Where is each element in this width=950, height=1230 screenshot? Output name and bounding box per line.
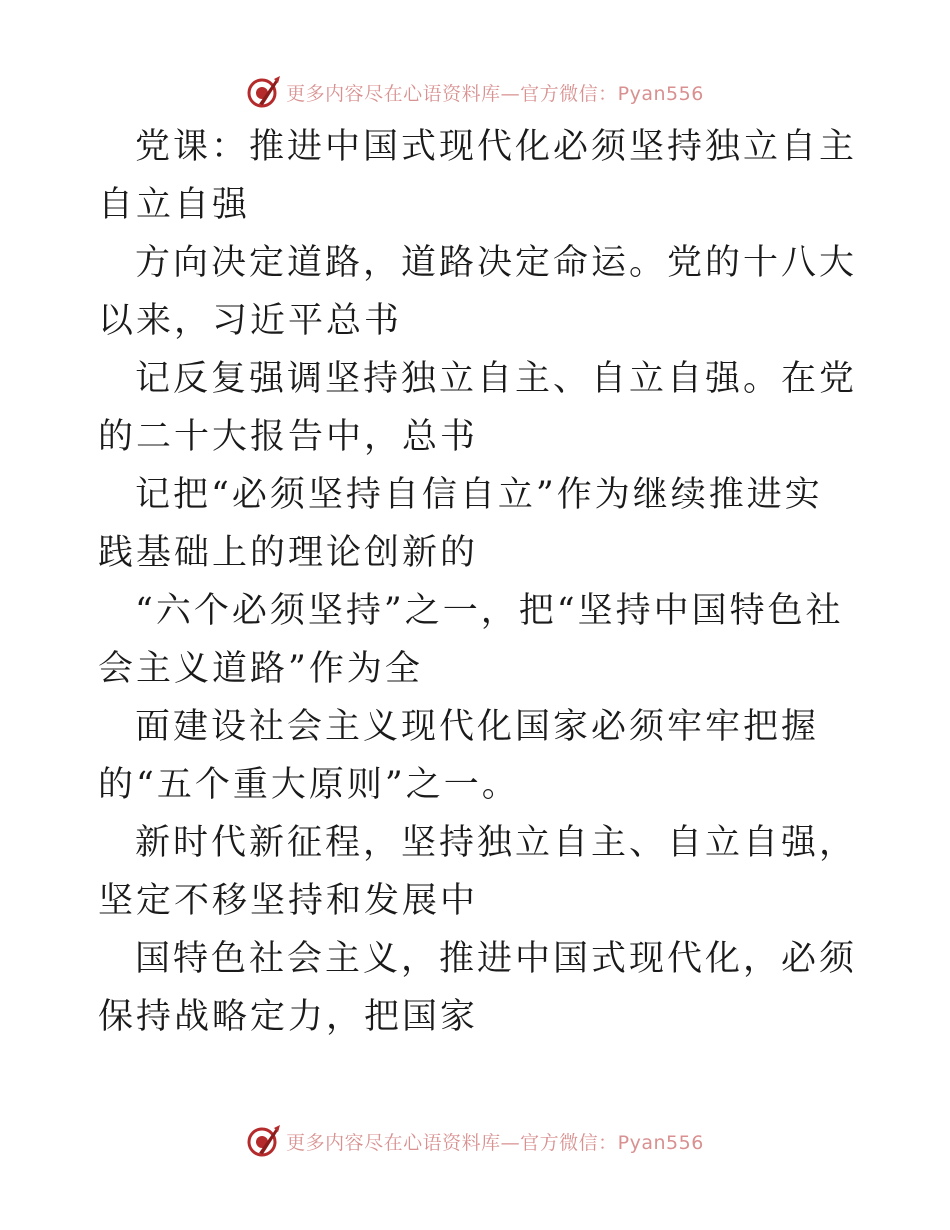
paragraph: 面建设社会主义现代化国家必须牢牢把握的“五个重大原则”之一。: [98, 707, 820, 805]
footer-watermark: [0, 1121, 950, 1161]
paragraph: 记反复强调坚持独立自主、自立自强。在党的二十大报告中，总书: [98, 359, 858, 457]
paragraph: 记把“必须坚持自信自立”作为继续推进实践基础上的理论创新的: [98, 475, 823, 573]
quill-pen-logo-icon: [246, 1123, 282, 1159]
watermark-wechat-id: Pyan556: [617, 82, 704, 105]
paragraph: 国特色社会主义，推进中国式现代化，必须保持战略定力，把国家: [98, 939, 858, 1037]
document-body: [98, 118, 858, 1046]
paragraph: 方向决定道路，道路决定命运。党的十八大以来，习近平总书: [98, 243, 858, 341]
paragraph-title: 党课：推进中国式现代化必须坚持独立自主自立自强: [98, 127, 858, 225]
watermark-text: 更多内容尽在心语资料库—官方微信：Pyan556: [286, 1131, 704, 1154]
paragraph: “六个必须坚持”之一，把“坚持中国特色社会主义道路”作为全: [98, 591, 844, 689]
header-watermark: [0, 72, 950, 112]
paragraph: 新时代新征程，坚持独立自主、自立自强，坚定不移坚持和发展中: [98, 823, 858, 921]
quill-pen-logo-icon: [246, 74, 282, 110]
watermark-text: 更多内容尽在心语资料库—官方微信：Pyan556: [286, 82, 704, 105]
watermark-wechat-id: Pyan556: [617, 1131, 704, 1154]
